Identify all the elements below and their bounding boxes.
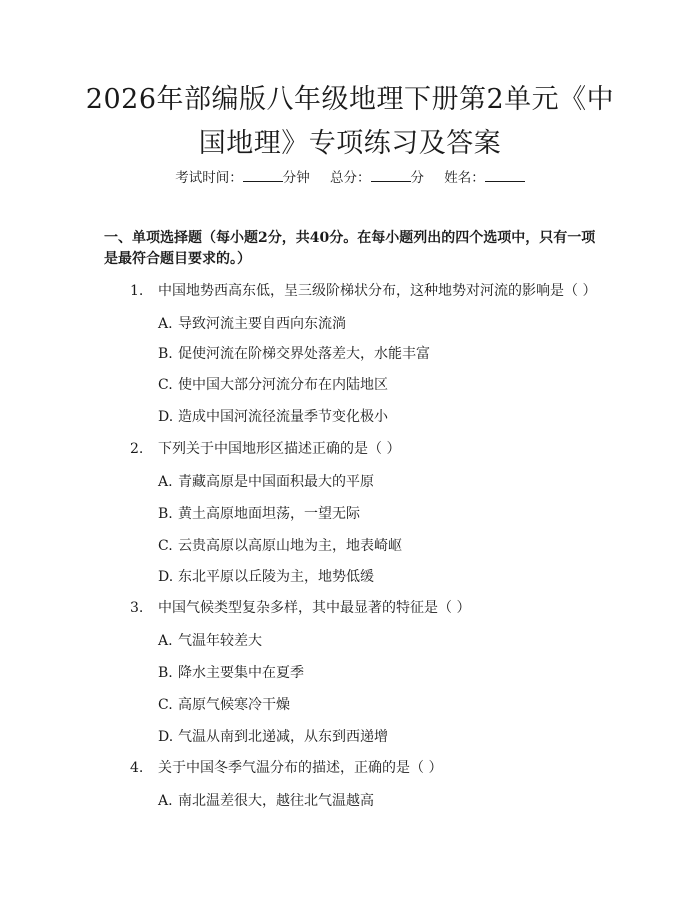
name-blank	[485, 167, 525, 182]
option-letter: B.	[158, 346, 173, 362]
score-label: 总分：	[330, 170, 371, 186]
option-text: 东北平原以丘陵为主，地势低缓	[178, 569, 374, 585]
question-4-option-a	[158, 791, 374, 811]
question-2	[130, 439, 400, 459]
question-4	[130, 758, 442, 778]
question-text: 中国气候类型复杂多样，其中最显著的特征是（ ）	[158, 600, 471, 616]
option-text: 黄土高原地面坦荡，一望无际	[178, 506, 360, 522]
exam-time	[175, 170, 314, 186]
score-unit: 分	[410, 170, 424, 186]
option-text: 高原气候寒冷干燥	[178, 697, 290, 713]
option-text: 促使河流在阶梯交界处落差大，水能丰富	[178, 346, 430, 362]
question-1-option-a	[158, 314, 346, 334]
option-letter: C.	[158, 377, 173, 393]
section-heading: 一、单项选择题（每小题2分，共40分。在每小题列出的四个选项中，只有一项是最符合题目要求的。）	[104, 230, 596, 267]
time-unit: 分钟	[282, 170, 310, 186]
option-text: 气温从南到北递减，从东到西递增	[178, 729, 388, 745]
question-2-option-c	[158, 536, 402, 556]
option-letter: C.	[158, 538, 173, 554]
document-title: 2026年部编版八年级地理下册第2单元《中国地理》专项练习及答案	[85, 84, 615, 159]
option-letter: D.	[158, 409, 174, 425]
option-letter: D.	[158, 729, 174, 745]
question-text: 关于中国冬季气温分布的描述，正确的是（ ）	[158, 760, 443, 776]
option-letter: B.	[158, 665, 173, 681]
question-3-option-a	[158, 631, 262, 651]
option-letter: A.	[158, 793, 173, 809]
option-letter: A.	[158, 474, 173, 490]
option-letter: D.	[158, 569, 174, 585]
option-text: 青藏高原是中国面积最大的平原	[178, 474, 374, 490]
question-3-option-b	[158, 663, 304, 683]
option-text: 气温年较差大	[178, 633, 262, 649]
question-number: 4.	[130, 760, 144, 776]
question-number: 1.	[130, 283, 144, 299]
question-3-option-c	[158, 695, 290, 715]
option-letter: B.	[158, 506, 173, 522]
exam-score	[330, 170, 428, 186]
question-text: 中国地势西高东低，呈三级阶梯状分布，这种地势对河流的影响是（ ）	[158, 283, 597, 299]
question-1-option-c	[158, 375, 388, 395]
question-text: 下列关于中国地形区描述正确的是（ ）	[158, 441, 401, 457]
question-number: 3.	[130, 600, 144, 616]
option-letter: A.	[158, 633, 173, 649]
name-label: 姓名：	[444, 170, 485, 186]
option-text: 云贵高原以高原山地为主，地表崎岖	[178, 538, 402, 554]
question-2-option-d	[158, 567, 374, 587]
option-letter: A.	[158, 316, 173, 332]
question-1-option-d	[158, 407, 388, 427]
option-letter: C.	[158, 697, 173, 713]
score-blank	[371, 167, 411, 182]
option-text: 南北温差很大，越往北气温越高	[178, 793, 374, 809]
question-3-option-d	[158, 727, 388, 747]
question-3	[130, 598, 470, 618]
exam-name	[444, 170, 525, 186]
time-blank	[243, 167, 283, 182]
time-label: 考试时间：	[175, 170, 243, 186]
question-1	[130, 281, 596, 301]
option-text: 造成中国河流径流量季节变化极小	[178, 409, 388, 425]
question-number: 2.	[130, 441, 144, 457]
option-text: 降水主要集中在夏季	[178, 665, 304, 681]
question-2-option-b	[158, 504, 360, 524]
option-text: 使中国大部分河流分布在内陆地区	[178, 377, 388, 393]
question-1-option-b	[158, 344, 430, 364]
exam-meta	[0, 167, 700, 188]
question-2-option-a	[158, 472, 374, 492]
option-text: 导致河流主要自西向东流淌	[178, 316, 346, 332]
